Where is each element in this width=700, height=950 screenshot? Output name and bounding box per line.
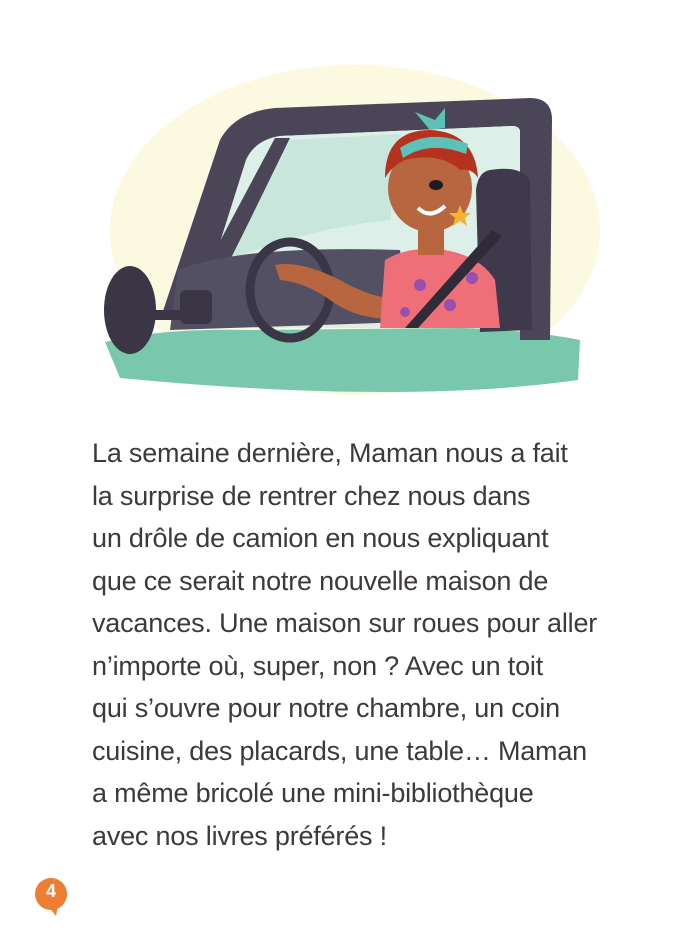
story-line-3: un drôle de camion en nous expliquant [92,523,549,553]
story-line-4: que ce serait notre nouvelle maison de [92,565,549,596]
story-line-6: n’importe où, super, non ? Avec un toit [92,650,544,681]
story-line-10: avec nos livres préférés ! [92,820,387,851]
van-body [105,328,580,392]
story-line-2: la surprise de rentrer chez nous dans [92,480,531,511]
story-line-8: cuisine, des placards, une table… Maman [92,735,587,766]
story-line-9: a même bricolé une mini-bibliothèque [92,778,534,808]
story-line-7: qui s’ouvre pour notre chambre, un coin [92,693,560,723]
page-number: 4 [45,881,56,901]
mirror-arm [140,310,185,320]
driver-eye [429,180,443,190]
driver-illustration [100,60,600,400]
story-line-1: La semaine dernière, Maman nous a fait [92,438,568,468]
story-text [92,432,632,857]
page-number-badge [34,878,68,918]
story-line-5: vacances. Une maison sur roues pour aller [92,608,598,638]
